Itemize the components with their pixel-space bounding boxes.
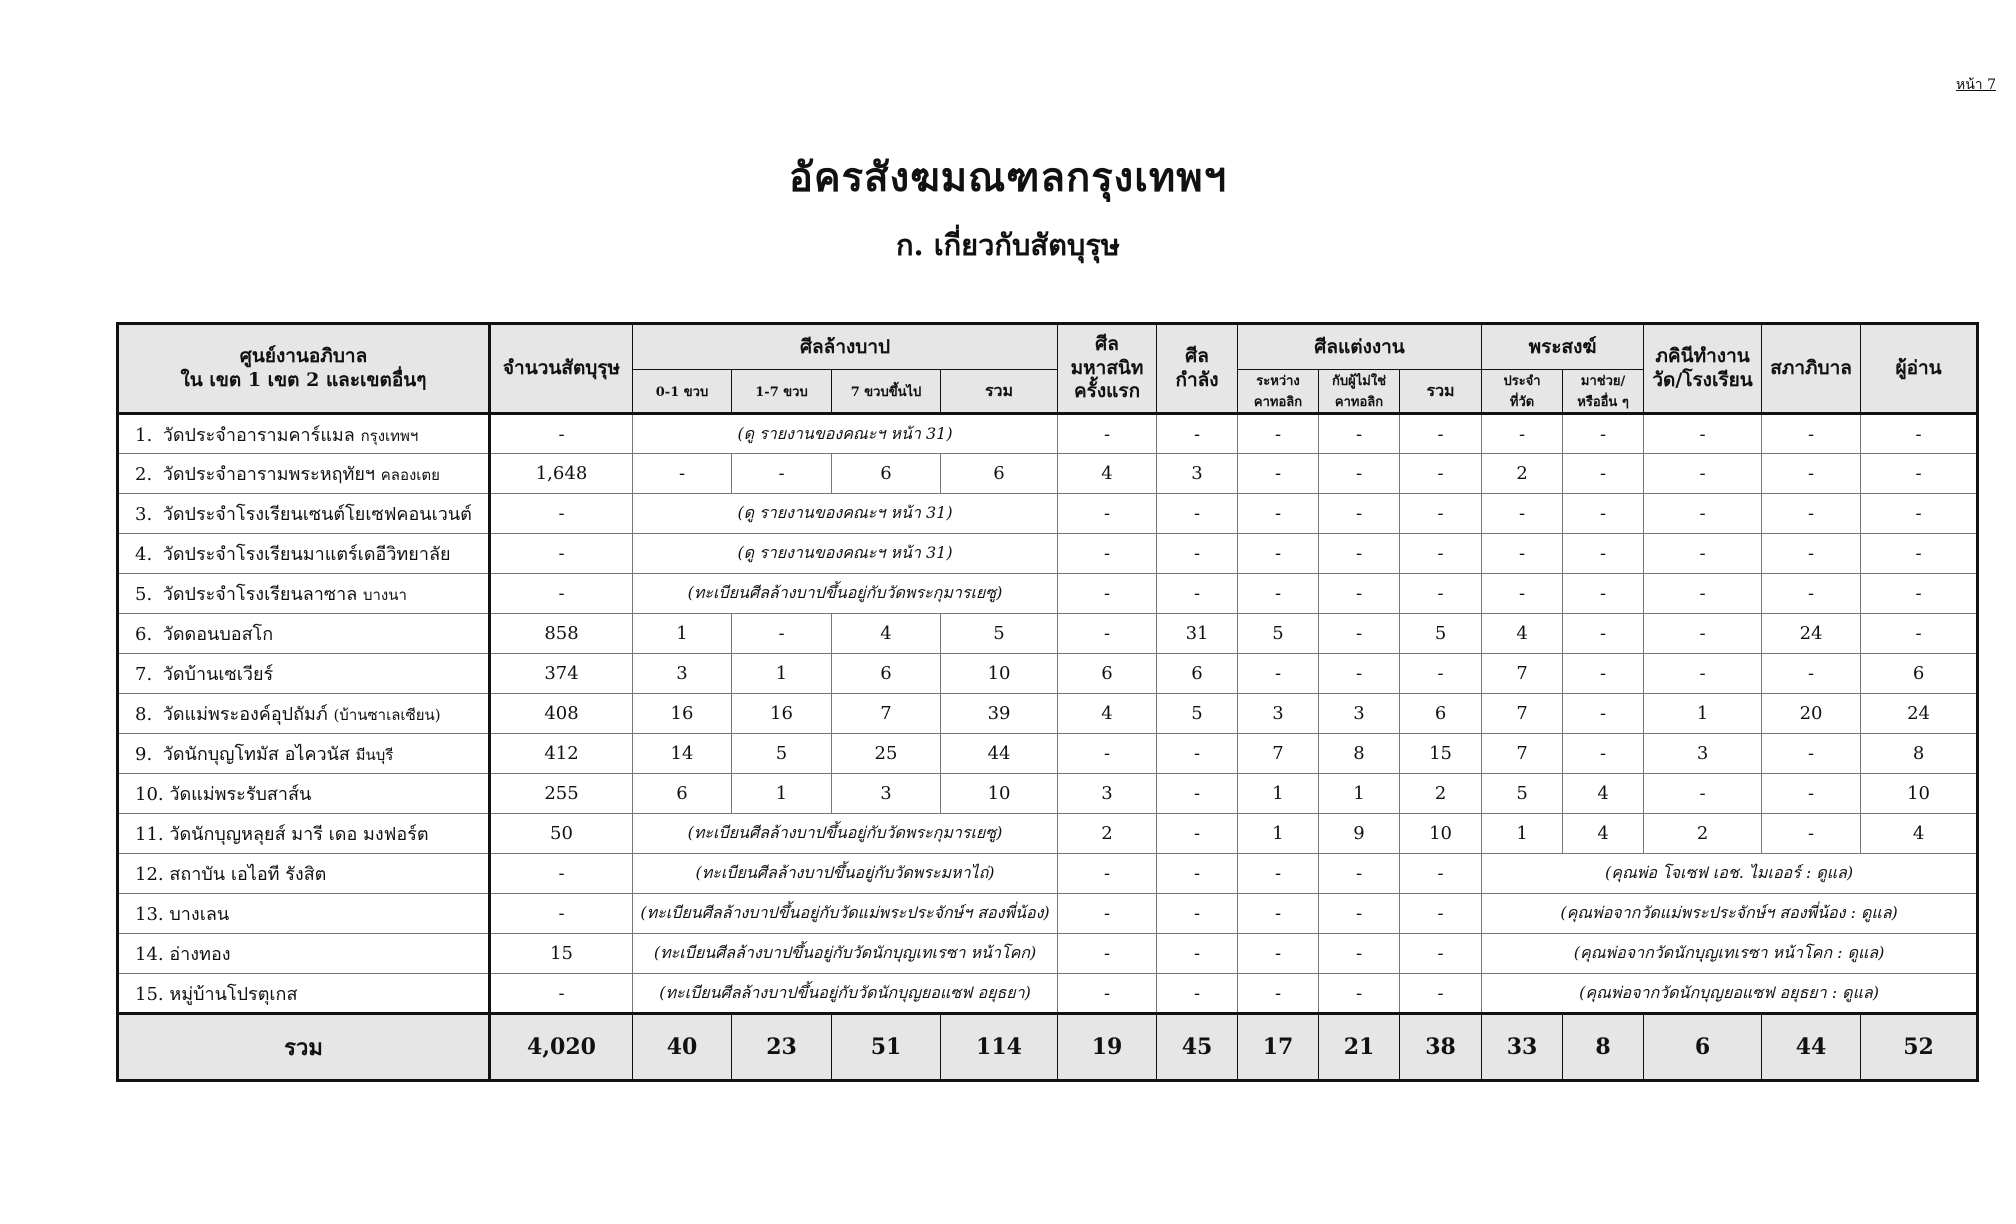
header-baptism: ศีลล้างบาป — [633, 324, 1058, 370]
total-members: 4,020 — [490, 1014, 633, 1081]
readers-count: - — [1861, 454, 1978, 494]
marriage-catholic-count: 3 — [1238, 694, 1319, 734]
table-row — [118, 694, 1978, 734]
center-name: 9. วัดนักบุญโทมัส อไควนัส มีนบุรี — [118, 734, 490, 774]
readers-count: - — [1861, 414, 1978, 454]
baptism-note: (ทะเบียนศีลล้างบาปขึ้นอยู่กับวัดพระกุมารเยซู) — [633, 814, 1058, 854]
marriage-total-count: 6 — [1400, 694, 1482, 734]
marriage-catholic-count: - — [1238, 934, 1319, 974]
confirmation-count: - — [1157, 974, 1238, 1014]
marriage-mixed-count: - — [1319, 534, 1400, 574]
sisters-count: - — [1644, 774, 1762, 814]
council-count: - — [1762, 454, 1861, 494]
marriage-mixed-count: - — [1319, 574, 1400, 614]
priests-helper-count: - — [1563, 414, 1644, 454]
page-title: อัครสังฆมณฑลกรุงเทพฯ — [788, 154, 1228, 201]
sisters-count: - — [1644, 574, 1762, 614]
first-communion-count: - — [1058, 894, 1157, 934]
members-count: 50 — [490, 814, 633, 854]
first-communion-count: - — [1058, 414, 1157, 454]
members-count: 858 — [490, 614, 633, 654]
marriage-total-count: - — [1400, 894, 1482, 934]
center-name: 2. วัดประจำอารามพระหฤทัยฯ คลองเตย — [118, 454, 490, 494]
confirmation-count: - — [1157, 414, 1238, 454]
marriage-catholic-count: 5 — [1238, 614, 1319, 654]
header-center: ศูนย์งานอภิบาล ใน เขต 1 เขต 2 และเขตอื่นๆ — [118, 324, 490, 414]
baptism-7-up-count: 3 — [832, 774, 941, 814]
marriage-catholic-count: 1 — [1238, 814, 1319, 854]
priests-resident-count: 7 — [1482, 694, 1563, 734]
baptism-1-7-count: 5 — [732, 734, 832, 774]
baptism-0-1-count: 1 — [633, 614, 732, 654]
priests-resident-count: 4 — [1482, 614, 1563, 654]
baptism-note: (ดู รายงานของคณะฯ หน้า 31) — [633, 414, 1058, 454]
total-confirmation: 45 — [1157, 1014, 1238, 1081]
marriage-mixed-count: - — [1319, 414, 1400, 454]
council-count: - — [1762, 734, 1861, 774]
center-name: 12. สถาบัน เอไอที รังสิต — [118, 854, 490, 894]
header-marriage-catholic: ระหว่าง คาทอลิก — [1238, 370, 1319, 414]
center-name: 15. หมู่บ้านโปรตุเกส — [118, 974, 490, 1014]
total-priests-resident: 33 — [1482, 1014, 1563, 1081]
baptism-0-1-count: 3 — [633, 654, 732, 694]
members-count: 15 — [490, 934, 633, 974]
total-baptism-1-7: 23 — [732, 1014, 832, 1081]
confirmation-count: - — [1157, 574, 1238, 614]
first-communion-count: - — [1058, 494, 1157, 534]
table-row — [118, 814, 1978, 854]
sisters-count: - — [1644, 654, 1762, 694]
marriage-total-count: 15 — [1400, 734, 1482, 774]
confirmation-count: - — [1157, 494, 1238, 534]
baptism-note: (ดู รายงานของคณะฯ หน้า 31) — [633, 494, 1058, 534]
header-baptism-total: รวม — [941, 370, 1058, 414]
members-count: - — [490, 534, 633, 574]
total-marriage: 38 — [1400, 1014, 1482, 1081]
sisters-count: 2 — [1644, 814, 1762, 854]
header-baptism-7-up: 7 ขวบขึ้นไป — [832, 370, 941, 414]
members-count: 255 — [490, 774, 633, 814]
marriage-total-count: - — [1400, 574, 1482, 614]
members-count: - — [490, 414, 633, 454]
members-count: 374 — [490, 654, 633, 694]
marriage-total-count: - — [1400, 854, 1482, 894]
marriage-total-count: - — [1400, 974, 1482, 1014]
center-name: 6. วัดดอนบอสโก — [118, 614, 490, 654]
marriage-catholic-count: - — [1238, 454, 1319, 494]
table-row — [118, 934, 1978, 974]
baptism-1-7-count: - — [732, 614, 832, 654]
center-name: 1. วัดประจำอารามคาร์แมล กรุงเทพฯ — [118, 414, 490, 454]
total-first-communion: 19 — [1058, 1014, 1157, 1081]
total-readers: 52 — [1861, 1014, 1978, 1081]
readers-count: - — [1861, 534, 1978, 574]
council-count: - — [1762, 814, 1861, 854]
members-count: - — [490, 574, 633, 614]
priests-helper-count: - — [1563, 574, 1644, 614]
marriage-mixed-count: - — [1319, 494, 1400, 534]
marriage-catholic-count: - — [1238, 414, 1319, 454]
baptism-1-7-count: - — [732, 454, 832, 494]
total-sisters: 6 — [1644, 1014, 1762, 1081]
council-count: - — [1762, 574, 1861, 614]
first-communion-count: - — [1058, 854, 1157, 894]
first-communion-count: - — [1058, 534, 1157, 574]
readers-count: - — [1861, 574, 1978, 614]
total-priests-helper: 8 — [1563, 1014, 1644, 1081]
marriage-total-count: 2 — [1400, 774, 1482, 814]
first-communion-count: 2 — [1058, 814, 1157, 854]
confirmation-count: - — [1157, 774, 1238, 814]
baptism-note: (ทะเบียนศีลล้างบาปขึ้นอยู่กับวัดนักบุญยอแซฟ อยุธยา) — [633, 974, 1058, 1014]
priests-helper-count: - — [1563, 654, 1644, 694]
center-name: 11. วัดนักบุญหลุยส์ มารี เดอ มงฟอร์ต — [118, 814, 490, 854]
readers-count: 8 — [1861, 734, 1978, 774]
page-number: หน้า 7 — [1955, 77, 1996, 93]
center-name: 10. วัดแม่พระรับสาส์น — [118, 774, 490, 814]
baptism-7-up-count: 6 — [832, 654, 941, 694]
confirmation-count: 3 — [1157, 454, 1238, 494]
priests-helper-count: - — [1563, 454, 1644, 494]
table-row — [118, 454, 1978, 494]
baptism-total-count: 6 — [941, 454, 1058, 494]
priests-helper-count: - — [1563, 614, 1644, 654]
priests-helper-count: - — [1563, 494, 1644, 534]
center-name: 3. วัดประจำโรงเรียนเซนต์โยเซฟคอนเวนต์ — [118, 494, 490, 534]
confirmation-count: - — [1157, 814, 1238, 854]
total-marriage-mixed: 21 — [1319, 1014, 1400, 1081]
baptism-1-7-count: 1 — [732, 774, 832, 814]
table-row — [118, 494, 1978, 534]
baptism-7-up-count: 25 — [832, 734, 941, 774]
confirmation-count: 5 — [1157, 694, 1238, 734]
baptism-total-count: 44 — [941, 734, 1058, 774]
marriage-mixed-count: - — [1319, 974, 1400, 1014]
baptism-0-1-count: 14 — [633, 734, 732, 774]
marriage-total-count: - — [1400, 534, 1482, 574]
header-first-communion: ศีล มหาสนิท ครั้งแรก — [1058, 324, 1157, 414]
baptism-total-count: 5 — [941, 614, 1058, 654]
baptism-0-1-count: - — [633, 454, 732, 494]
baptism-note: (ทะเบียนศีลล้างบาปขึ้นอยู่กับวัดนักบุญเทเรซา หน้าโคก) — [633, 934, 1058, 974]
marriage-catholic-count: - — [1238, 654, 1319, 694]
total-marriage-catholic: 17 — [1238, 1014, 1319, 1081]
table-row — [118, 614, 1978, 654]
care-note: (คุณพ่อจากวัดนักบุญยอแซฟ อยุธยา : ดูแล) — [1482, 974, 1978, 1014]
first-communion-count: - — [1058, 734, 1157, 774]
marriage-total-count: - — [1400, 934, 1482, 974]
table-row — [118, 654, 1978, 694]
marriage-total-count: - — [1400, 454, 1482, 494]
page-subtitle: ก. เกี่ยวกับสัตบุรุษ — [895, 228, 1121, 262]
marriage-total-count: - — [1400, 494, 1482, 534]
header-members: จำนวนสัตบุรุษ — [490, 324, 633, 414]
marriage-mixed-count: - — [1319, 934, 1400, 974]
baptism-1-7-count: 16 — [732, 694, 832, 734]
table-row — [118, 414, 1978, 454]
center-name: 5. วัดประจำโรงเรียนลาซาล บางนา — [118, 574, 490, 614]
confirmation-count: - — [1157, 934, 1238, 974]
council-count: - — [1762, 414, 1861, 454]
total-row — [118, 1014, 1978, 1081]
priests-resident-count: 7 — [1482, 654, 1563, 694]
marriage-mixed-count: 9 — [1319, 814, 1400, 854]
priests-resident-count: 2 — [1482, 454, 1563, 494]
members-count: - — [490, 894, 633, 934]
baptism-note: (ทะเบียนศีลล้างบาปขึ้นอยู่กับวัดพระกุมารเยซู) — [633, 574, 1058, 614]
header-confirmation: ศีล กำลัง — [1157, 324, 1238, 414]
baptism-7-up-count: 7 — [832, 694, 941, 734]
marriage-catholic-count: - — [1238, 534, 1319, 574]
sisters-count: - — [1644, 534, 1762, 574]
first-communion-count: - — [1058, 614, 1157, 654]
first-communion-count: - — [1058, 934, 1157, 974]
first-communion-count: 6 — [1058, 654, 1157, 694]
baptism-note: (ทะเบียนศีลล้างบาปขึ้นอยู่กับวัดพระมหาไถ่) — [633, 854, 1058, 894]
readers-count: 24 — [1861, 694, 1978, 734]
marriage-total-count: - — [1400, 414, 1482, 454]
baptism-note: (ดู รายงานของคณะฯ หน้า 31) — [633, 534, 1058, 574]
confirmation-count: - — [1157, 894, 1238, 934]
marriage-total-count: - — [1400, 654, 1482, 694]
baptism-note: (ทะเบียนศีลล้างบาปขึ้นอยู่กับวัดแม่พระประจักษ์ฯ สองพี่น้อง) — [633, 894, 1058, 934]
readers-count: - — [1861, 614, 1978, 654]
table-row — [118, 534, 1978, 574]
table-row — [118, 854, 1978, 894]
header-priests-helper: มาช่วย/ หรืออื่น ๆ — [1563, 370, 1644, 414]
center-name: 14. อ่างทอง — [118, 934, 490, 974]
council-count: 20 — [1762, 694, 1861, 734]
marriage-catholic-count: 7 — [1238, 734, 1319, 774]
readers-count: 6 — [1861, 654, 1978, 694]
statistics-table — [116, 322, 1979, 1082]
first-communion-count: - — [1058, 574, 1157, 614]
header-marriage: ศีลแต่งงาน — [1238, 324, 1482, 370]
total-label: รวม — [118, 1014, 490, 1081]
readers-count: 4 — [1861, 814, 1978, 854]
council-count: - — [1762, 534, 1861, 574]
baptism-7-up-count: 4 — [832, 614, 941, 654]
table-row — [118, 574, 1978, 614]
sisters-count: - — [1644, 614, 1762, 654]
confirmation-count: - — [1157, 534, 1238, 574]
sisters-count: 3 — [1644, 734, 1762, 774]
confirmation-count: 6 — [1157, 654, 1238, 694]
priests-resident-count: - — [1482, 494, 1563, 534]
header-readers: ผู้อ่าน — [1861, 324, 1978, 414]
header-baptism-1-7: 1-7 ขวบ — [732, 370, 832, 414]
priests-helper-count: 4 — [1563, 774, 1644, 814]
table-row — [118, 774, 1978, 814]
table-row — [118, 974, 1978, 1014]
header-sisters: ภคินีทำงาน วัด/โรงเรียน — [1644, 324, 1762, 414]
sisters-count: - — [1644, 454, 1762, 494]
table-row — [118, 894, 1978, 934]
members-count: - — [490, 854, 633, 894]
sisters-count: - — [1644, 414, 1762, 454]
confirmation-count: 31 — [1157, 614, 1238, 654]
table-row — [118, 734, 1978, 774]
marriage-mixed-count: - — [1319, 654, 1400, 694]
priests-resident-count: - — [1482, 414, 1563, 454]
members-count: - — [490, 974, 633, 1014]
marriage-mixed-count: - — [1319, 614, 1400, 654]
marriage-catholic-count: - — [1238, 574, 1319, 614]
marriage-catholic-count: - — [1238, 894, 1319, 934]
total-baptism: 114 — [941, 1014, 1058, 1081]
members-count: 412 — [490, 734, 633, 774]
members-count: 1,648 — [490, 454, 633, 494]
council-count: 24 — [1762, 614, 1861, 654]
sisters-count: 1 — [1644, 694, 1762, 734]
total-baptism-0-1: 40 — [633, 1014, 732, 1081]
first-communion-count: 4 — [1058, 694, 1157, 734]
baptism-0-1-count: 6 — [633, 774, 732, 814]
center-name: 4. วัดประจำโรงเรียนมาแตร์เดอีวิทยาลัย — [118, 534, 490, 574]
baptism-1-7-count: 1 — [732, 654, 832, 694]
priests-resident-count: 1 — [1482, 814, 1563, 854]
marriage-mixed-count: 1 — [1319, 774, 1400, 814]
first-communion-count: 4 — [1058, 454, 1157, 494]
care-note: (คุณพ่อจากวัดนักบุญเทเรซา หน้าโคก : ดูแล) — [1482, 934, 1978, 974]
care-note: (คุณพ่อจากวัดแม่พระประจักษ์ฯ สองพี่น้อง : ดูแล) — [1482, 894, 1978, 934]
council-count: - — [1762, 774, 1861, 814]
marriage-mixed-count: - — [1319, 454, 1400, 494]
priests-resident-count: 5 — [1482, 774, 1563, 814]
marriage-catholic-count: - — [1238, 854, 1319, 894]
center-name: 7. วัดบ้านเซเวียร์ — [118, 654, 490, 694]
readers-count: 10 — [1861, 774, 1978, 814]
priests-resident-count: - — [1482, 574, 1563, 614]
confirmation-count: - — [1157, 854, 1238, 894]
marriage-mixed-count: 3 — [1319, 694, 1400, 734]
priests-helper-count: - — [1563, 694, 1644, 734]
marriage-total-count: 5 — [1400, 614, 1482, 654]
priests-helper-count: 4 — [1563, 814, 1644, 854]
members-count: 408 — [490, 694, 633, 734]
baptism-7-up-count: 6 — [832, 454, 941, 494]
confirmation-count: - — [1157, 734, 1238, 774]
header-marriage-mixed: กับผู้ไม่ใช่ คาทอลิก — [1319, 370, 1400, 414]
sisters-count: - — [1644, 494, 1762, 534]
header-council: สภาภิบาล — [1762, 324, 1861, 414]
care-note: (คุณพ่อ โจเซฟ เอช. ไมเออร์ : ดูแล) — [1482, 854, 1978, 894]
marriage-mixed-count: 8 — [1319, 734, 1400, 774]
header-marriage-total: รวม — [1400, 370, 1482, 414]
marriage-catholic-count: - — [1238, 494, 1319, 534]
council-count: - — [1762, 494, 1861, 534]
marriage-catholic-count: 1 — [1238, 774, 1319, 814]
marriage-total-count: 10 — [1400, 814, 1482, 854]
readers-count: - — [1861, 494, 1978, 534]
marriage-mixed-count: - — [1319, 854, 1400, 894]
first-communion-count: 3 — [1058, 774, 1157, 814]
priests-resident-count: 7 — [1482, 734, 1563, 774]
center-name: 13. บางเลน — [118, 894, 490, 934]
baptism-0-1-count: 16 — [633, 694, 732, 734]
council-count: - — [1762, 654, 1861, 694]
marriage-mixed-count: - — [1319, 894, 1400, 934]
members-count: - — [490, 494, 633, 534]
baptism-total-count: 39 — [941, 694, 1058, 734]
total-baptism-7-up: 51 — [832, 1014, 941, 1081]
priests-resident-count: - — [1482, 534, 1563, 574]
center-name: 8. วัดแม่พระองค์อุปถัมภ์ (บ้านซาเลเซียน) — [118, 694, 490, 734]
first-communion-count: - — [1058, 974, 1157, 1014]
baptism-total-count: 10 — [941, 774, 1058, 814]
baptism-total-count: 10 — [941, 654, 1058, 694]
header-baptism-0-1: 0-1 ขวบ — [633, 370, 732, 414]
total-council: 44 — [1762, 1014, 1861, 1081]
header-priests-resident: ประจำ ที่วัด — [1482, 370, 1563, 414]
priests-helper-count: - — [1563, 534, 1644, 574]
header-priests: พระสงฆ์ — [1482, 324, 1644, 370]
priests-helper-count: - — [1563, 734, 1644, 774]
marriage-catholic-count: - — [1238, 974, 1319, 1014]
